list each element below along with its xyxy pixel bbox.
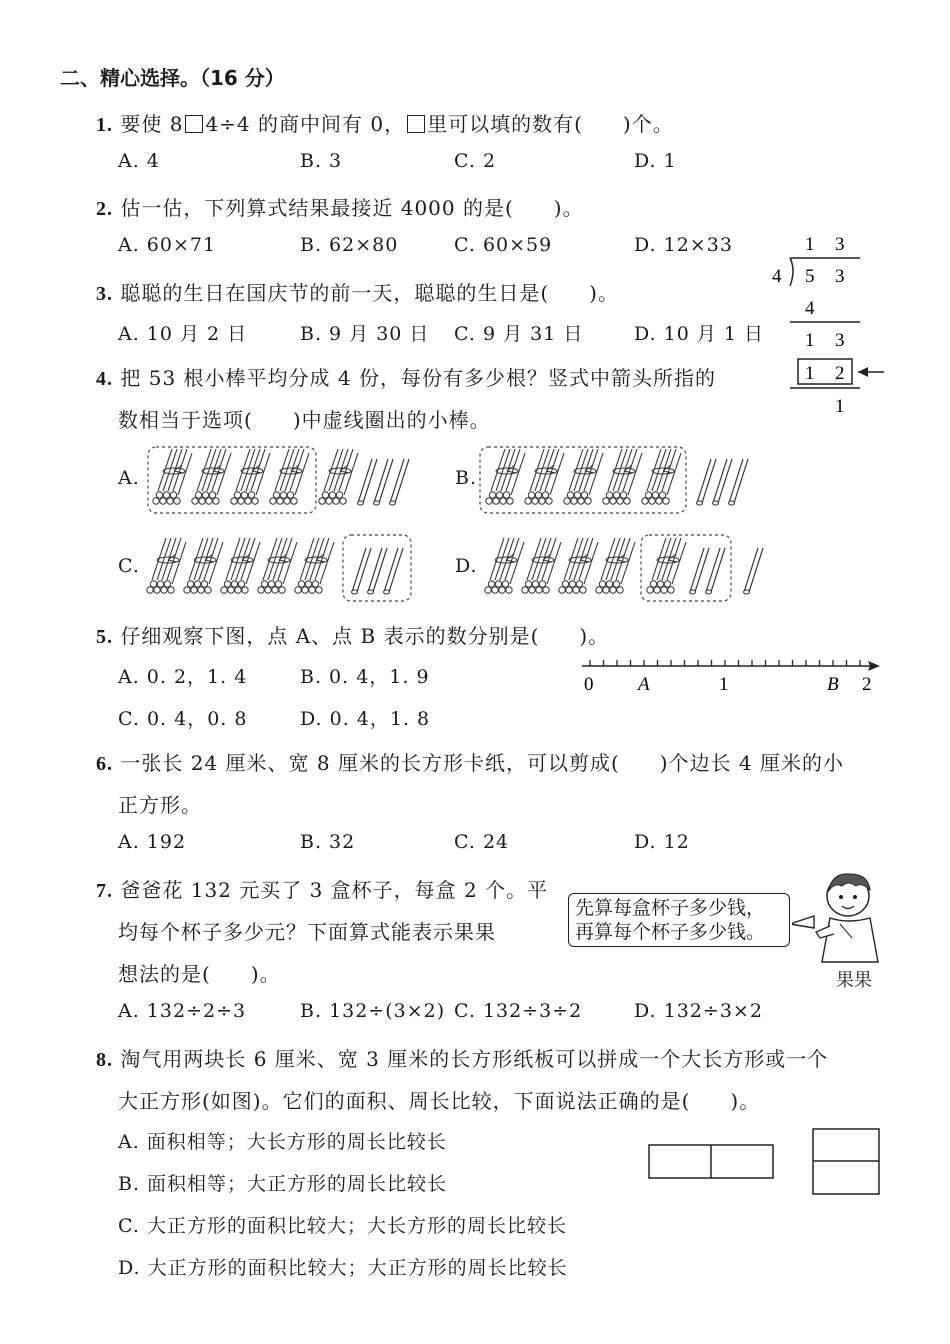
question-text: 一张长 24 厘米、宽 8 厘米的长方形卡纸，可以剪成( — [120, 751, 620, 775]
stick-bundle — [642, 449, 681, 504]
question-text: 淘气用两块长 6 厘米、宽 3 厘米的长方形纸板可以拼成一个大长方形或一个 — [120, 1047, 829, 1071]
question-8-line2 — [118, 1085, 760, 1114]
option-b: B. 32 — [300, 831, 356, 853]
number-line-label-2: 2 — [862, 674, 872, 695]
number-line-label-b: B — [827, 674, 839, 695]
quotient-digit: 3 — [835, 234, 845, 255]
option-a: A. — [118, 467, 140, 489]
number-line-label-1: 1 — [719, 674, 729, 695]
question-text: 要使 8 — [120, 112, 184, 136]
question-text: )。 — [730, 1089, 761, 1113]
option-c: C. 132÷3÷2 — [454, 1000, 583, 1022]
stick-bundle — [147, 538, 186, 593]
option-b: B. — [455, 467, 478, 489]
stick-bundle — [153, 449, 192, 504]
question-text: )。 — [553, 196, 584, 220]
option-a: A. 60×71 — [118, 234, 217, 256]
question-text: 里可以填的数有( — [427, 112, 583, 136]
question-text: )。 — [589, 281, 619, 305]
stick-bundle — [485, 538, 524, 593]
remainder: 1 — [835, 396, 845, 417]
stick-bundle — [221, 538, 260, 593]
stick-bundle — [525, 449, 564, 504]
single-stick — [729, 459, 749, 505]
option-d: D. 12 — [634, 831, 690, 853]
step-value: 3 — [835, 330, 845, 351]
stick-bundle — [647, 538, 686, 593]
option-a: A. 4 — [118, 150, 160, 172]
option-d: D. 1 — [634, 150, 677, 172]
question-text: )个边长 4 厘米的小 — [659, 751, 845, 775]
stick-bundle — [258, 538, 297, 593]
sticks-figure — [0, 0, 950, 640]
step-value: 1 — [805, 330, 815, 351]
stick-bundle — [319, 449, 358, 504]
quotient-digit: 1 — [805, 234, 815, 255]
single-stick — [744, 548, 764, 594]
question-text: )。 — [579, 624, 610, 648]
question-7-line3 — [118, 958, 281, 987]
option-c: C. 60×59 — [454, 234, 553, 256]
boy-body-icon — [822, 918, 878, 962]
option-c: C. 0. 4，0. 8 — [118, 708, 248, 730]
stick-bundle — [564, 449, 603, 504]
option-b: B. 3 — [300, 150, 343, 172]
section-title: 二、精心选择。（16 分） — [60, 66, 285, 90]
character-name: 果果 — [836, 970, 872, 991]
stick-bundle — [486, 449, 525, 504]
question-text: )个。 — [622, 112, 674, 136]
question-text: 爸爸花 132 元买了 3 盒杯子，每盒 2 个。平 — [120, 878, 549, 902]
option-c: C. 9 月 31 日 — [454, 323, 584, 345]
divisor: 4 — [772, 266, 782, 287]
question-text: 大正方形(如图)。它们的面积、周长比较，下面说法正确的是( — [118, 1089, 691, 1113]
option-a: A. 192 — [118, 831, 187, 853]
question-number: 2. — [96, 198, 113, 220]
option-b: B. 9 月 30 日 — [300, 323, 430, 345]
character-illustration — [786, 866, 886, 966]
question-6-line2: 正方形。 — [118, 793, 202, 817]
bubble-tail — [790, 916, 814, 928]
question-text: 聪聪的生日在国庆节的前一天，聪聪的生日是( — [120, 281, 550, 305]
question-text: 仔细观察下图，点 A、点 B 表示的数分别是( — [120, 624, 540, 648]
question-number: 4. — [96, 368, 113, 390]
option-a: A. 0. 2，1. 4 — [118, 666, 248, 688]
option-d: D. 132÷3×2 — [634, 1000, 763, 1022]
single-stick — [358, 459, 378, 505]
question-number: 7. — [96, 880, 113, 902]
option-d: D. 0. 4，1. 8 — [300, 708, 431, 730]
step-value: 2 — [835, 363, 845, 384]
question-number: 8. — [96, 1049, 113, 1071]
number-line-label-0: 0 — [584, 674, 594, 695]
single-stick — [690, 548, 710, 594]
option-b: B. 0. 4，1. 9 — [300, 666, 430, 688]
question-number: 5. — [96, 626, 113, 648]
dividend-digit: 3 — [835, 266, 845, 287]
dividend-digit: 5 — [805, 266, 815, 287]
option-c: C. 大正方形的面积比较大；大长方形的周长比较长 — [118, 1215, 567, 1237]
single-stick — [390, 459, 410, 505]
single-stick — [368, 548, 388, 594]
single-stick — [706, 548, 726, 594]
option-d: D. 12×33 — [634, 234, 733, 256]
option-a: A. 10 月 2 日 — [118, 323, 248, 345]
rectangles-figure — [640, 1120, 890, 1210]
single-stick — [713, 459, 733, 505]
question-text: 想法的是( — [118, 962, 211, 986]
option-b: B. 132÷(3×2) — [300, 1000, 446, 1022]
question-text: 把 53 根小棒平均分成 4 份，每份有多少根？竖式中箭头所指的 — [120, 366, 716, 390]
bubble-line: 再算每个杯子多少钱。 — [575, 921, 766, 943]
question-7-line2: 均每个杯子多少元？下面算式能表示果果 — [118, 920, 496, 944]
option-b: B. 62×80 — [300, 234, 399, 256]
number-line — [570, 650, 890, 700]
step-value: 1 — [805, 363, 815, 384]
question-number: 1. — [96, 114, 113, 136]
question-text: 数相当于选项( — [118, 408, 253, 432]
question-6 — [96, 747, 844, 776]
option-a: A. 132÷2÷3 — [118, 1000, 247, 1022]
stick-bundle — [184, 538, 223, 593]
question-7 — [96, 874, 548, 903]
stick-bundle — [522, 538, 561, 593]
question-text: 估一估，下列算式结果最接近 4000 的是( — [120, 196, 514, 220]
number-line-label-a: A — [638, 674, 650, 695]
stick-bundle — [603, 449, 642, 504]
single-stick — [384, 548, 404, 594]
option-c: C. 2 — [454, 150, 497, 172]
single-stick — [697, 459, 717, 505]
single-stick — [374, 459, 394, 505]
option-c: C. — [118, 555, 140, 577]
option-d: D. 10 月 1 日 — [634, 323, 765, 345]
stick-bundle — [559, 538, 598, 593]
stick-bundle — [231, 449, 270, 504]
question-text: )。 — [250, 962, 281, 986]
question-text: 4÷4 的商中间有 0， — [205, 112, 406, 136]
question-5 — [96, 620, 609, 649]
option-d: D. — [455, 555, 478, 577]
stick-bundle — [192, 449, 231, 504]
speech-bubble — [568, 893, 790, 947]
option-a: A. 面积相等；大长方形的周长比较长 — [118, 1131, 447, 1153]
stick-bundle — [270, 449, 309, 504]
option-c: C. 24 — [454, 831, 510, 853]
option-b: B. 面积相等；大正方形的周长比较长 — [118, 1173, 448, 1195]
single-stick — [352, 548, 372, 594]
option-d: D. 大正方形的面积比较大；大正方形的周长比较长 — [118, 1257, 568, 1279]
question-text: )中虚线圈出的小棒。 — [292, 408, 491, 432]
question-8 — [96, 1043, 828, 1072]
bubble-line: 先算每盒杯子多少钱， — [575, 897, 766, 919]
question-number: 3. — [96, 283, 113, 305]
step-value: 4 — [805, 298, 815, 319]
stick-bundle — [295, 538, 334, 593]
question-number: 6. — [96, 753, 113, 775]
stick-bundle — [596, 538, 635, 593]
